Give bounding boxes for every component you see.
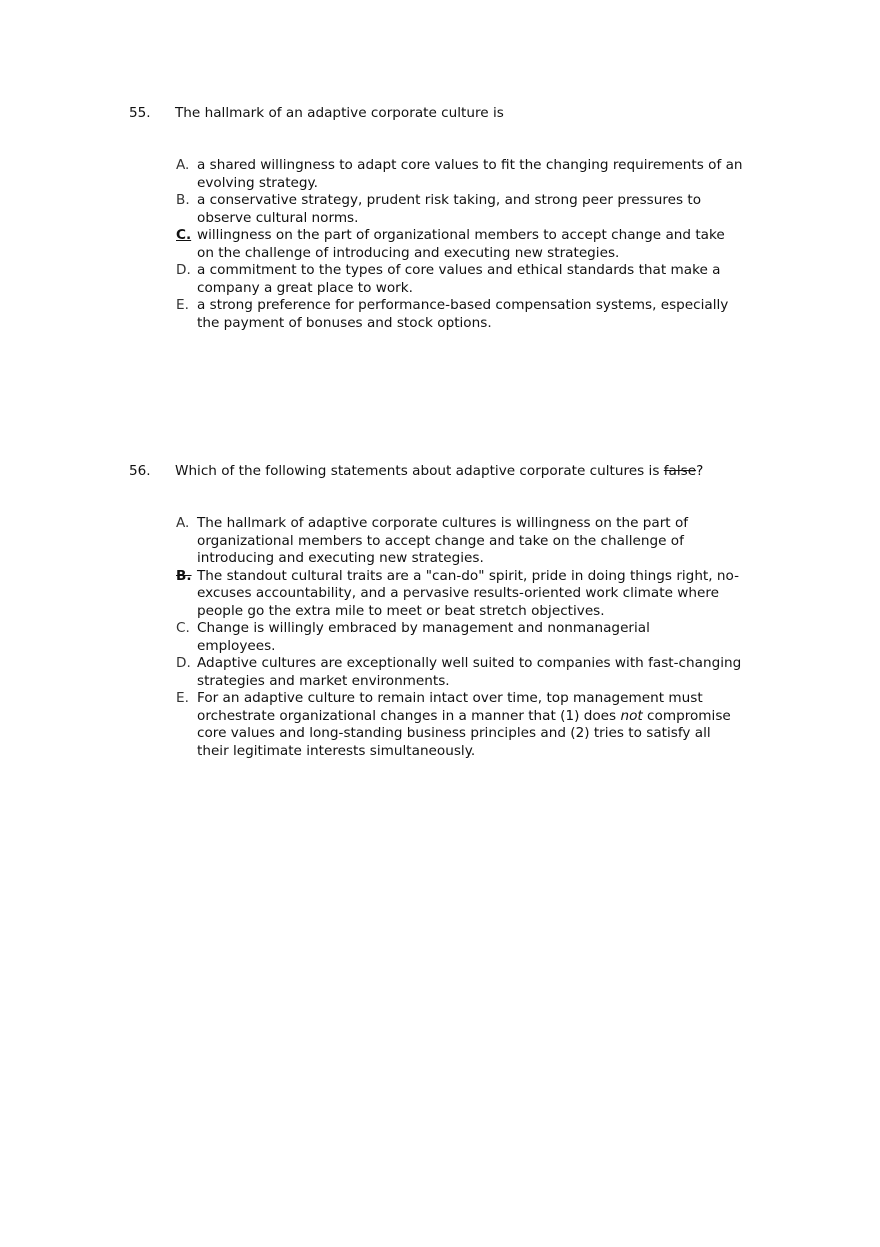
option-text: Adaptive cultures are exceptionally well suited to companies with fast-changing — [197, 655, 742, 671]
option-text: a conservative strategy, prudent risk taking, and strong peer pressures to — [197, 192, 702, 208]
option-text: people go the extra mile to meet or beat stretch objectives. — [197, 602, 605, 619]
option-letter-answer: C. — [176, 227, 192, 243]
option-letter: E. — [176, 297, 189, 313]
option-text: excuses accountability, and a pervasive results-oriented work climate where — [197, 585, 720, 601]
question-56 — [129, 462, 829, 760]
option-letter-answer: B. — [176, 567, 192, 584]
option-text: employees. — [197, 637, 276, 654]
question-number: 56. — [129, 463, 151, 479]
question-55 — [129, 104, 829, 332]
option-letter: D. — [176, 655, 191, 671]
option-text: strategies and market environments. — [197, 672, 450, 689]
option-text: Change is willingly embraced by management and nonmanagerial — [197, 620, 650, 636]
option-letter: A. — [176, 515, 190, 531]
option-text: organizational members to accept change and take on the challenge of — [197, 532, 684, 549]
option-e — [176, 297, 829, 332]
option-a — [176, 515, 829, 568]
option-d — [176, 262, 829, 297]
option-text: a commitment to the types of core values and ethical standards that make a — [197, 262, 721, 278]
options-list — [176, 157, 829, 332]
option-text: a shared willingness to adapt core values to fit the changing requirements of an — [197, 157, 743, 173]
option-text: on the challenge of introducing and executing new strategies. — [197, 244, 620, 261]
option-text: a strong preference for performance-based compensation systems, especially — [197, 297, 729, 313]
option-b — [176, 192, 829, 227]
option-a — [176, 157, 829, 192]
option-text: evolving strategy. — [197, 174, 318, 191]
option-c — [176, 620, 829, 655]
option-text: their legitimate interests simultaneously. — [197, 742, 476, 759]
option-d — [176, 655, 829, 690]
options-list — [176, 515, 829, 760]
stem-text: ? — [696, 463, 704, 479]
option-letter: B. — [176, 192, 190, 208]
option-letter: D. — [176, 262, 191, 278]
option-text — [197, 708, 731, 726]
option-c-correct — [176, 227, 829, 262]
text-segment: orchestrate organizational changes in a manner that (1) does — [197, 707, 621, 724]
option-text: willingness on the part of organizational members to accept change and take — [197, 227, 725, 243]
question-number: 55. — [129, 105, 151, 121]
option-text: core values and long-standing business principles and (2) tries to satisfy all — [197, 725, 711, 741]
italic-emphasis: not — [620, 707, 643, 724]
text-segment: compromise — [642, 707, 731, 724]
option-text: For an adaptive culture to remain intact over time, top management must — [197, 690, 703, 706]
option-text: observe cultural norms. — [197, 209, 359, 226]
question-stem: The hallmark of an adaptive corporate culture is — [175, 105, 504, 121]
option-letter: C. — [176, 620, 190, 636]
option-text: the payment of bonuses and stock options. — [197, 314, 492, 331]
option-text: The standout cultural traits are a "can-do" spirit, pride in doing things right, no- — [197, 567, 739, 584]
option-e — [176, 690, 829, 760]
option-text: The hallmark of adaptive corporate cultures is willingness on the part of — [197, 515, 689, 531]
option-letter: E. — [176, 690, 189, 706]
option-text: introducing and executing new strategies. — [197, 550, 484, 566]
stem-text: Which of the following statements about adaptive corporate cultures is — [175, 463, 664, 479]
option-text: company a great place to work. — [197, 279, 413, 296]
option-b-correct — [176, 568, 829, 621]
question-stem — [175, 462, 703, 480]
option-letter: A. — [176, 157, 190, 173]
stem-struck-word: false — [663, 463, 697, 479]
